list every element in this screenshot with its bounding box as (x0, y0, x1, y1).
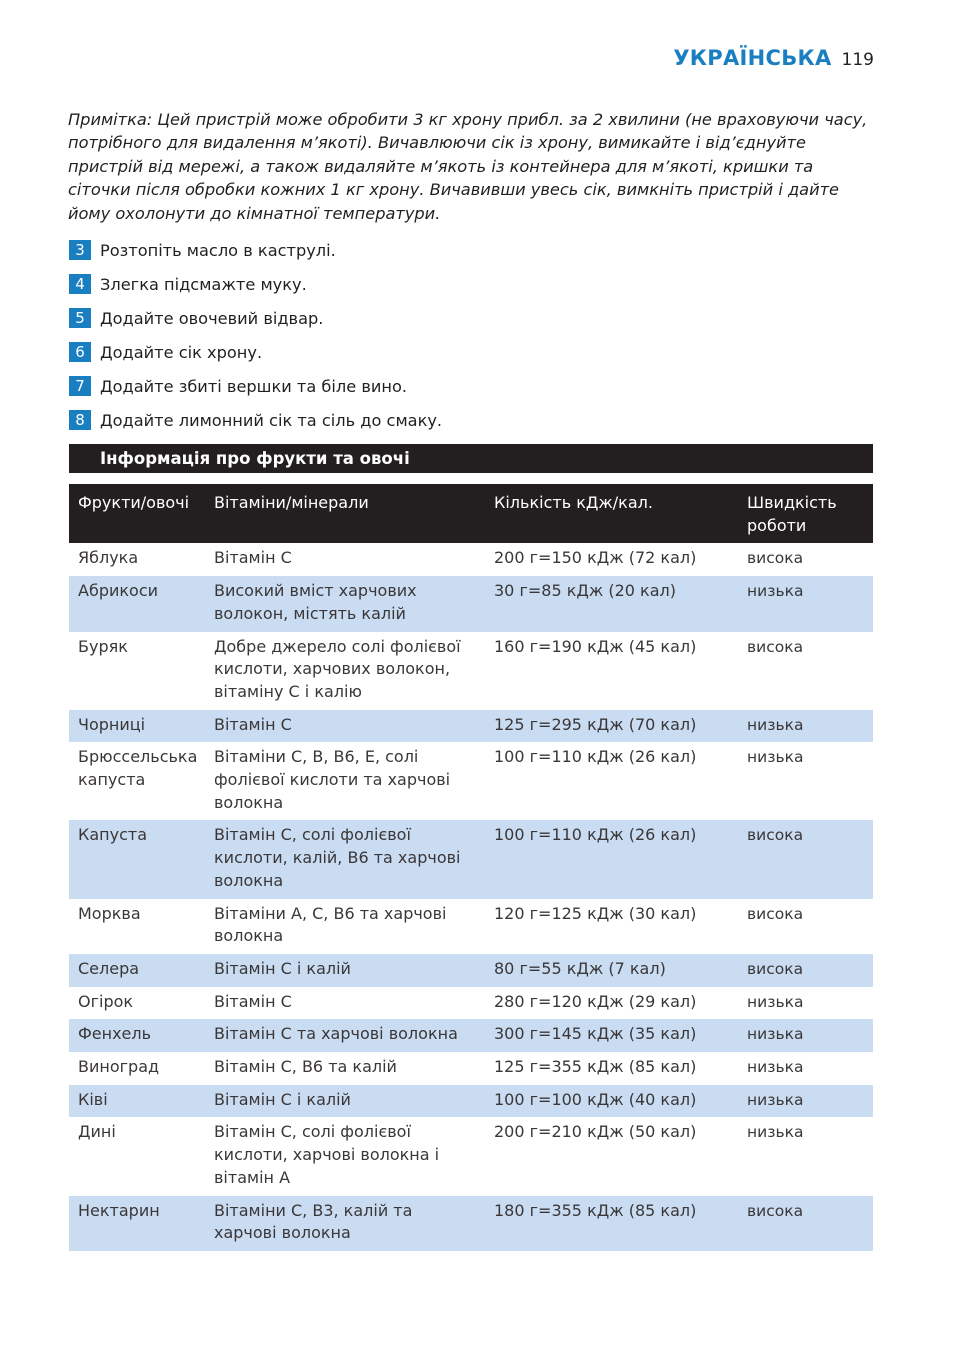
note-paragraph: Примітка: Цей пристрій може обробити 3 кг хрону прибл. за 2 хвилини (не враховуючи часу, потрібного для видалення м’якоті). Вичавлюючи сік із хрону, вимикайте і від’єднуйте пристрій від мережі, а також видаляйте м’якоть із контейнера для м’якоті, кришки та сіточки після обробки кожних 1 кг хрону. Вичавивши увесь сік, вимкніть пристрій і дайте йому охолонути до кімнатної температури. (68, 110, 868, 223)
page-number: 119 (841, 50, 874, 70)
cell-speed: висока (747, 549, 804, 568)
cell-energy: 200 г=210 кДж (50 кал) (494, 1122, 697, 1142)
cell-vitamins: Високий вміст харчових волокон, містять калій (205, 576, 485, 631)
cell-fruit: Морква (78, 903, 141, 923)
cell-speed: низька (747, 992, 804, 1011)
cell-energy: 160 г=190 кДж (45 кал) (494, 636, 697, 656)
step-item (69, 369, 442, 403)
table-row (69, 1196, 873, 1251)
cell-vitamins: Вітамін C і калій (205, 954, 485, 987)
step-item (69, 335, 442, 369)
cell-speed: низька (738, 710, 873, 743)
column-header-vitamins: Вітаміни/мінерали (205, 484, 485, 543)
step-item (69, 267, 442, 301)
table-row (69, 742, 873, 820)
cell-vitamins: Вітамін C, солі фолієвої кислоти, харчові волокна і вітамін A (214, 1122, 440, 1187)
cell-energy: 100 г=100 кДж (40 кал) (485, 1085, 738, 1118)
step-number-badge: 3 (69, 240, 91, 260)
cell-vitamins: Вітамін C, B6 та калій (214, 1057, 397, 1077)
step-number-badge: 6 (69, 342, 91, 362)
cell-vitamins: Вітамін C, солі фолієвої кислоти, калій, B6 та харчові волокна (205, 820, 485, 898)
cell-speed: низька (738, 1019, 873, 1052)
step-item (69, 403, 442, 437)
cell-fruit: Дині (78, 1122, 116, 1142)
cell-speed: низька (747, 1058, 804, 1077)
cell-fruit: Буряк (78, 636, 128, 656)
cell-speed: висока (747, 637, 804, 656)
cell-energy: 200 г=150 кДж (72 кал) (494, 548, 697, 568)
table-row (69, 899, 873, 954)
cell-energy: 100 г=110 кДж (26 кал) (485, 820, 738, 898)
step-text: Розтопіть масло в каструлі. (100, 240, 336, 260)
cell-speed: висока (738, 1196, 873, 1251)
step-text: Додайте збиті вершки та біле вино. (100, 376, 408, 396)
cell-fruit: Чорниці (69, 710, 205, 743)
cell-speed: низька (747, 748, 804, 767)
cell-fruit: Огірок (78, 991, 134, 1011)
cell-vitamins: Вітаміни C, B, B6, E, солі фолієвої кислоти та харчові волокна (214, 747, 451, 812)
column-header-fruit: Фрукти/овочі (69, 484, 205, 543)
column-header-speed: Швидкість роботи (738, 484, 873, 543)
cell-energy: 30 г=85 кДж (20 кал) (485, 576, 738, 631)
steps-list (69, 233, 442, 437)
step-number-badge: 4 (69, 274, 91, 294)
language-label: УКРАЇНСЬКА (673, 46, 832, 70)
cell-speed: висока (738, 820, 873, 898)
cell-speed: висока (738, 954, 873, 987)
cell-fruit: Фенхель (69, 1019, 205, 1052)
table-header-row (69, 484, 873, 543)
table-row (69, 632, 873, 710)
table-row (69, 1052, 873, 1085)
step-number-badge: 7 (69, 376, 91, 396)
cell-fruit: Виноград (78, 1057, 160, 1077)
cell-energy: 180 г=355 кДж (85 кал) (485, 1196, 738, 1251)
cell-fruit: Яблука (78, 548, 139, 568)
cell-fruit: Нектарин (69, 1196, 205, 1251)
cell-speed: низька (747, 1123, 804, 1142)
table-row (69, 543, 873, 576)
cell-energy: 125 г=355 кДж (85 кал) (494, 1057, 697, 1077)
table-row (69, 1085, 873, 1118)
cell-vitamins: Вітаміни C, B3, калій та харчові волокна (205, 1196, 485, 1251)
cell-fruit: Ківі (69, 1085, 205, 1118)
cell-fruit: Абрикоси (69, 576, 205, 631)
cell-fruit: Селера (69, 954, 205, 987)
cell-vitamins: Вітамін C (205, 710, 485, 743)
page-header (673, 46, 874, 70)
table-row (69, 710, 873, 743)
step-text: Злегка підсмажте муку. (100, 274, 307, 294)
cell-vitamins: Вітамін C (214, 991, 292, 1011)
step-text: Додайте овочевий відвар. (100, 308, 324, 328)
cell-speed: низька (738, 576, 873, 631)
cell-vitamins: Вітамін C і калій (205, 1085, 485, 1118)
step-item (69, 301, 442, 335)
cell-fruit: Брюссельська капуста (78, 747, 198, 790)
cell-energy: 80 г=55 кДж (7 кал) (485, 954, 738, 987)
cell-vitamins: Вітамін C та харчові волокна (205, 1019, 485, 1052)
table-row (69, 1117, 873, 1195)
cell-energy: 120 г=125 кДж (30 кал) (494, 903, 697, 923)
cell-energy: 280 г=120 кДж (29 кал) (494, 991, 697, 1011)
step-number-badge: 5 (69, 308, 91, 328)
cell-speed: низька (738, 1085, 873, 1118)
section-title: Інформація про фрукти та овочі (69, 444, 873, 473)
step-text: Додайте сік хрону. (100, 342, 263, 362)
table-row (69, 576, 873, 631)
step-item (69, 233, 442, 267)
column-header-energy: Кількість кДж/кал. (485, 484, 738, 543)
cell-vitamins: Вітаміни A, C, B6 та харчові волокна (214, 903, 447, 946)
table-row (69, 1019, 873, 1052)
table-row (69, 987, 873, 1020)
cell-vitamins: Добре джерело солі фолієвої кислоти, харчових волокон, вітаміну C і калію (214, 636, 461, 701)
table-row (69, 820, 873, 898)
step-number-badge: 8 (69, 410, 91, 430)
table-row (69, 954, 873, 987)
cell-energy: 300 г=145 кДж (35 кал) (485, 1019, 738, 1052)
cell-vitamins: Вітамін C (214, 548, 292, 568)
step-text: Додайте лимонний сік та сіль до смаку. (100, 410, 443, 430)
cell-energy: 125 г=295 кДж (70 кал) (485, 710, 738, 743)
nutrition-table (69, 484, 873, 1251)
cell-speed: висока (747, 904, 804, 923)
cell-energy: 100 г=110 кДж (26 кал) (494, 747, 697, 767)
cell-fruit: Капуста (69, 820, 205, 898)
